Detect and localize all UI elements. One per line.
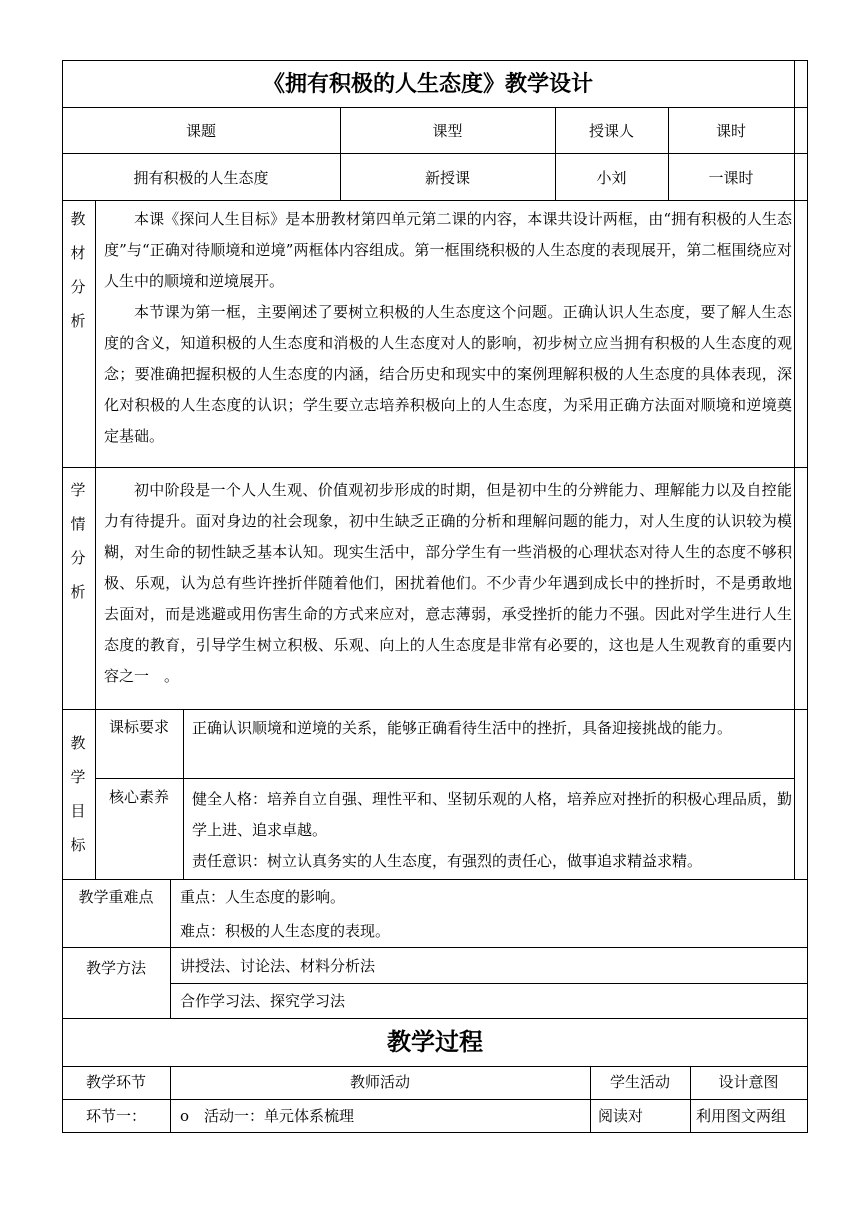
core-label: 核心素养 (108, 788, 169, 806)
table-line (62, 153, 808, 154)
table-line (62, 879, 808, 880)
methods-line-1: 讲授法、讨论法、材料分析法 (180, 957, 376, 975)
core-text (192, 784, 792, 877)
process-row1-intent: 利用图文两组 (696, 1107, 787, 1125)
key-points-label: 教学重难点 (78, 888, 154, 906)
table-line (62, 709, 808, 710)
table-line (170, 879, 171, 1019)
process-col-student: 学生活动 (609, 1073, 670, 1091)
info-topic: 拥有积极的人生态度 (133, 169, 269, 187)
process-title: 教学过程 (387, 1027, 483, 1056)
process-row1-student: 阅读对 (598, 1107, 644, 1125)
table-line (170, 983, 808, 984)
page-title: 《拥有积极的人生态度》教学设计 (262, 71, 593, 97)
table-line (62, 1018, 808, 1019)
table-line (62, 947, 808, 948)
student-analysis-p1: 初中阶段是一个人人生观、价值观初步形成的时期，但是初中生的分辨能力、理解能力以及自控能力有待提升。面对身边的社会现象，初中生缺乏正确的分析和理解问题的能力，对人生度的认识较为模糊，对生命的韧性缺乏基本认知。现实生活中，部分学生有一些消极的心理状态对待人生的态度不够积极、乐观，认为总有些许挫折伴随着他们，困扰着他们。不少青少年遇到成长中的挫折时，不是勇敢地去面对，而是逃避或用伤害生命的方式来应对，意志薄弱，承受挫折的能力不强。因此对学生进行人生态度的教育，引导学生树立积极、乐观、向上的人生态度是非常有必要的，这也是人生观教育的重要内容之一 。 (104, 481, 792, 685)
textbook-analysis-p2: 本节课为第一框，主要阐述了要树立积极的人生态度这个问题。正确认识人生态度，要了解人生态度的含义，知道积极的人生态度和消极的人生态度对人的影响，初步树立应当拥有积极的人生态度的观念；要准确把握积极的人生态度的内涵，结合历史和现实中的案例理解积极的人生态度的具体表现，深化对积极的人生态度的认识；学生要立志培养积极向上的人生态度，为采用正确方法面对顺境和逆境奠定基础。 (104, 303, 792, 445)
table-line (62, 1132, 808, 1133)
header-topic: 课题 (185, 122, 216, 140)
header-hours: 课时 (715, 122, 746, 140)
student-analysis-text (104, 475, 792, 692)
process-col-stage: 教学环节 (85, 1073, 146, 1091)
info-teacher: 小刘 (596, 169, 627, 187)
table-line (62, 467, 808, 468)
process-col-intent: 设计意图 (718, 1073, 779, 1091)
process-row1-stage: 环节一： (85, 1107, 146, 1125)
header-type: 课型 (432, 122, 463, 140)
info-hours: 一课时 (708, 169, 754, 187)
objectives-label: 教 学 目 标 (70, 734, 86, 854)
core-text-2: 责任意识：树立认真务实的人生态度，有强烈的责任心，做事追求精益求精。 (192, 852, 703, 870)
difficult-point-text: 难点：积极的人生态度的表现。 (180, 922, 391, 940)
methods-line-2: 合作学习法、探究学习法 (180, 992, 346, 1010)
core-text-1: 健全人格：培养自立自强、理性平和、坚韧乐观的人格，培养应对挫折的积极心理品质，勤学上进、追求卓越。 (192, 790, 793, 839)
table-line (62, 1099, 808, 1100)
textbook-analysis-text (104, 204, 792, 452)
table-line (62, 1066, 808, 1067)
student-analysis-label: 学 情 分 析 (70, 481, 86, 601)
process-col-teacher: 教师活动 (349, 1073, 410, 1091)
table-line (183, 709, 184, 880)
textbook-analysis-p1: 本课《探问人生目标》是本册教材第四单元第二课的内容，本课共设计两框，由“拥有积极的人生态度”与“正确对待顺境和逆境”两框体内容组成。第一框围绕积极的人生态度的表现展开，第二框围绕应对人生中的顺境和逆境展开。 (104, 210, 792, 290)
key-point-text: 重点：人生态度的影响。 (180, 888, 346, 906)
table-line (62, 107, 808, 108)
process-row1-teacher: o 活动一：单元体系梳理 (180, 1107, 355, 1125)
info-type: 新授课 (424, 169, 470, 187)
table-line (807, 60, 808, 1133)
table-line (62, 60, 808, 61)
standard-label: 课标要求 (108, 718, 169, 736)
methods-label: 教学方法 (85, 959, 146, 977)
table-line (95, 778, 795, 779)
table-line (794, 60, 795, 880)
textbook-analysis-label: 教 材 分 析 (70, 210, 86, 330)
header-teacher: 授课人 (588, 122, 634, 140)
standard-text: 正确认识顺境和逆境的关系，能够正确看待生活中的挫折，具备迎接挑战的能力。 (192, 719, 733, 737)
table-line (95, 200, 96, 880)
table-line (62, 200, 808, 201)
